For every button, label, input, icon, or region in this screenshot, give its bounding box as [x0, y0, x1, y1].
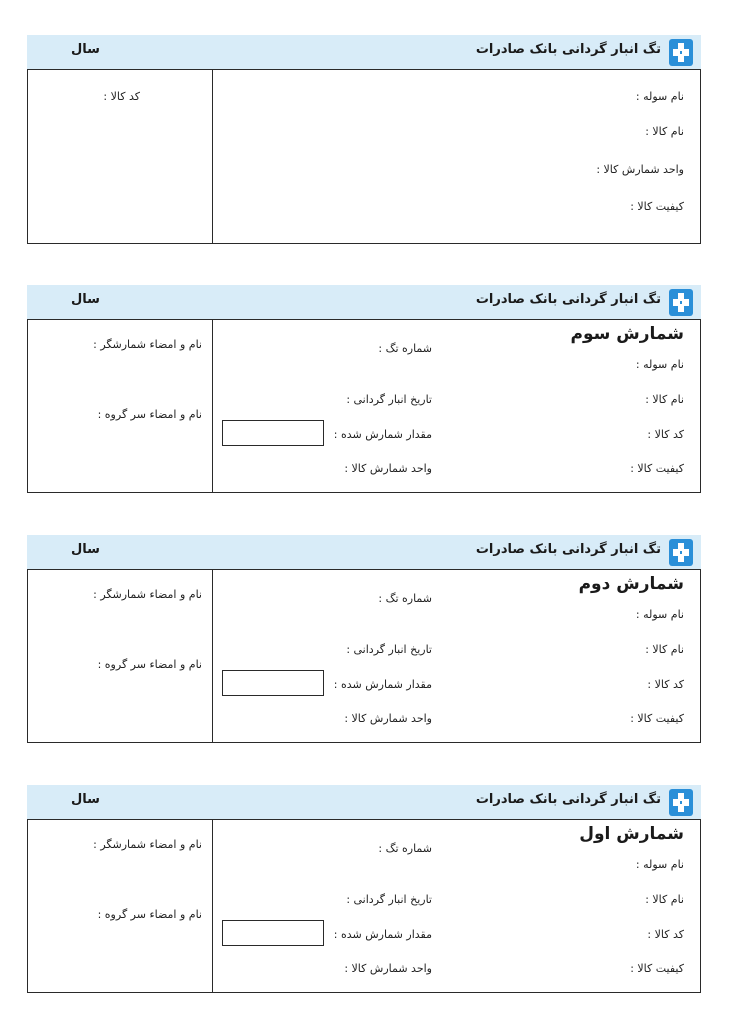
warehouse-name-label: نام سوله :	[635, 358, 684, 371]
year-label: سال	[71, 542, 100, 557]
card-body	[27, 69, 701, 244]
item-name-label: نام کالا :	[645, 393, 684, 406]
card-title: تگ انبار گردانی بانک صادرات	[475, 292, 661, 307]
year-label: سال	[71, 292, 100, 307]
card-title: تگ انبار گردانی بانک صادرات	[475, 792, 661, 807]
counted-quantity-box[interactable]	[222, 920, 324, 946]
item-code-label: کد کالا :	[647, 428, 684, 441]
item-code-label: کد کالا :	[647, 678, 684, 691]
tag-number-label: شماره تگ :	[378, 592, 432, 605]
tag-number-label: شماره تگ :	[378, 842, 432, 855]
counted-quantity-label: مقدار شمارش شده :	[333, 678, 432, 691]
tag-card-count-1	[27, 785, 701, 995]
count-heading: شمارش دوم	[578, 574, 684, 594]
warehouse-name-label: نام سوله :	[635, 858, 684, 871]
inventory-date-label: تاریخ انبار گردانی :	[346, 393, 432, 406]
card-title: تگ انبار گردانی بانک صادرات	[475, 42, 661, 57]
counted-quantity-box[interactable]	[222, 420, 324, 446]
column-divider	[212, 70, 213, 243]
year-label: سال	[71, 792, 100, 807]
counter-signature-label: نام و امضاء شمارشگر :	[93, 588, 202, 601]
count-unit-label: واحد شمارش کالا :	[344, 962, 432, 975]
supervisor-signature-label: نام و امضاء سر گروه :	[97, 408, 202, 421]
bank-logo-icon	[669, 789, 693, 816]
bank-logo-icon	[669, 39, 693, 66]
counted-quantity-label: مقدار شمارش شده :	[333, 428, 432, 441]
item-code-label: کد کالا :	[647, 928, 684, 941]
counter-signature-label: نام و امضاء شمارشگر :	[93, 338, 202, 351]
count-unit-label: واحد شمارش کالا :	[344, 462, 432, 475]
counter-signature-label: نام و امضاء شمارشگر :	[93, 838, 202, 851]
card-title: تگ انبار گردانی بانک صادرات	[475, 542, 661, 557]
quality-label: کیفیت کالا :	[630, 462, 684, 475]
item-code-label: کد کالا :	[103, 90, 140, 103]
count-heading: شمارش اول	[579, 824, 684, 844]
column-divider	[212, 820, 213, 992]
tag-number-label: شماره تگ :	[378, 342, 432, 355]
tag-card-main	[27, 35, 701, 245]
year-label: سال	[71, 42, 100, 57]
item-name-label: نام کالا :	[645, 125, 684, 138]
count-unit-label: واحد شمارش کالا :	[596, 163, 684, 176]
inventory-date-label: تاریخ انبار گردانی :	[346, 643, 432, 656]
card-header	[27, 35, 701, 69]
quality-label: کیفیت کالا :	[630, 200, 684, 213]
quality-label: کیفیت کالا :	[630, 962, 684, 975]
card-header	[27, 785, 701, 819]
counted-quantity-label: مقدار شمارش شده :	[333, 928, 432, 941]
card-body	[27, 819, 701, 993]
supervisor-signature-label: نام و امضاء سر گروه :	[97, 908, 202, 921]
count-unit-label: واحد شمارش کالا :	[344, 712, 432, 725]
inventory-date-label: تاریخ انبار گردانی :	[346, 893, 432, 906]
quality-label: کیفیت کالا :	[630, 712, 684, 725]
count-heading: شمارش سوم	[570, 324, 684, 344]
item-name-label: نام کالا :	[645, 893, 684, 906]
bank-logo-icon	[669, 289, 693, 316]
supervisor-signature-label: نام و امضاء سر گروه :	[97, 658, 202, 671]
item-name-label: نام کالا :	[645, 643, 684, 656]
warehouse-name-label: نام سوله :	[635, 90, 684, 103]
card-body	[27, 569, 701, 743]
tag-card-count-2	[27, 535, 701, 745]
tag-card-count-3	[27, 285, 701, 495]
column-divider	[212, 570, 213, 742]
counted-quantity-box[interactable]	[222, 670, 324, 696]
card-body	[27, 319, 701, 493]
bank-logo-icon	[669, 539, 693, 566]
warehouse-name-label: نام سوله :	[635, 608, 684, 621]
card-header	[27, 535, 701, 569]
column-divider	[212, 320, 213, 492]
card-header	[27, 285, 701, 319]
